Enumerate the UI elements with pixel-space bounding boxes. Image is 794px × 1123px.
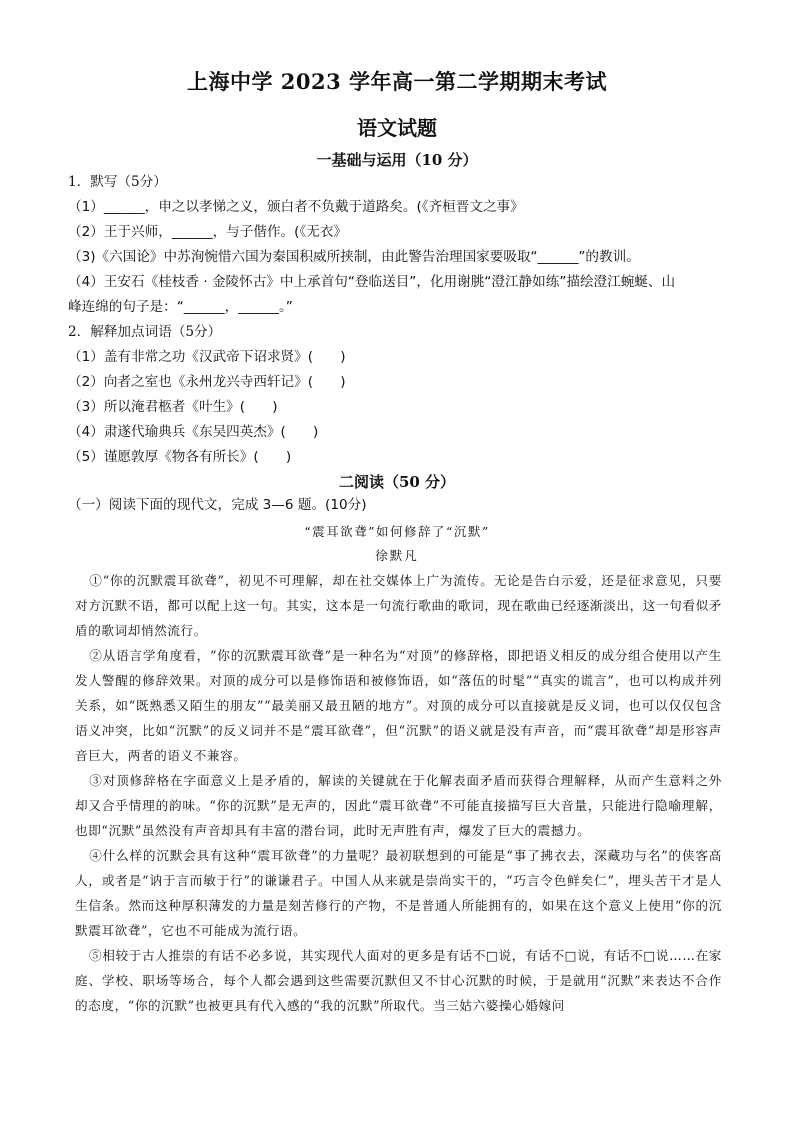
exam-title: 上海中学 2023 学年高一第二学期期末考试 <box>186 69 608 94</box>
article-title: “震耳欲聋”如何修辞了“沉默” <box>304 524 490 539</box>
question-1-label: 1．默写（5分） <box>68 174 167 190</box>
question-2-item: （2）向者之室也《永州龙兴寺西轩记》( ) <box>68 374 346 390</box>
article-paragraph <box>75 768 722 843</box>
paragraph-text: ③对顶修辞格在字面意义上是矛盾的，解读的关键就在于化解表面矛盾而获得合理解释，从而产生意料之外却又合乎情理的韵味。“你的沉默”是无声的，因此“震耳欲聋”不可能直接描写巨大音量，只能进行隐喻理解，也即“沉默”虽然没有声音却具有丰富的潜台词，此时无声胜有声，爆发了巨大的震撼力。 <box>75 773 722 838</box>
article-author: 徐默凡 <box>375 548 419 563</box>
article-paragraph <box>75 643 722 768</box>
paragraph-text: ⑤相较于古人推崇的有话不必多说，其实现代人面对的更多是有话不□说，有话不□说，有话不□说……在家庭、学校、职场等场合，每个人都会遇到这些需要沉默但又不甘心沉默的时候，于是就用“沉默”来表达不合作的态度，“你的沉默”也被更具有代入感的“我的沉默”所取代。当三姑六婆操心婚嫁问 <box>75 948 722 1013</box>
question-2-item: （5）谨愿敦厚《物各有所长》( ) <box>68 449 292 465</box>
reading-intro: （一）阅读下面的现代文，完成 3—6 题。(10分) <box>68 497 367 513</box>
section-1-heading: 一基础与运用（10 分） <box>316 151 478 169</box>
question-2-label: 2．解释加点词语（5分） <box>68 324 222 340</box>
question-1-item: （3)《六国论》中苏洵惋惜六国为秦国积威所挟制，由此警告治理国家要吸取“______”的教训。 <box>68 249 640 265</box>
question-1-item: （4）王安石《桂枝香 · 金陵怀古》中上承首句“登临送目”，化用谢朓“澄江静如练”描绘澄江蜿蜒、山 <box>68 274 676 290</box>
question-2-item: （4）肃遂代瑜典兵《东吴四英杰》( ) <box>68 424 319 440</box>
paragraph-text: ④什么样的沉默会具有这种“震耳欲聋”的力量呢？最初联想到的可能是“事了拂衣去，深藏功与名”的侠客高人，或者是“讷于言而敏于行”的谦谦君子。中国人从来就是崇尚实干的，“巧言令色鲜矣仁”，埋头苦干才是人生信条。然而这种厚积薄发的力量是刻苦修行的产物，不是普通人所能拥有的，如果在这个意义上使用“你的沉默震耳欲聋”，它也不可能成为流行语。 <box>75 848 722 938</box>
question-1-item: （1）______，申之以孝悌之义，颁白者不负戴于道路矣。(《齐桓晋文之事》 <box>68 199 524 215</box>
question-2-item: （1）盖有非常之功《汉武帝下诏求贤》( ) <box>68 349 346 365</box>
exam-subtitle: 语文试题 <box>357 116 437 140</box>
article-paragraph <box>75 943 722 1018</box>
question-1-item: 峰连绵的句子是：“______，______。” <box>68 299 293 315</box>
section-2-heading: 二阅读（50 分） <box>338 473 456 491</box>
paragraph-text: ①“你的沉默震耳欲聋”，初见不可理解，却在社交媒体上广为流传。无论是告白示爱，还是征求意见，只要对方沉默不语，都可以配上这一句。其实，这本是一句流行歌曲的歌词，现在歌曲已经逐渐淡出，这一句看似矛盾的歌词却悄然流行。 <box>75 573 722 638</box>
paragraph-text: ②从语言学角度看，“你的沉默震耳欲聋”是一种名为“对顶”的修辞格，即把语义相反的成分组合使用以产生发人警醒的修辞效果。对顶的成分可以是修饰语和被修饰语，如“落伍的时髦”“真实的谎言”，也可以构成并列关系，如“既熟悉又陌生的朋友”“最美丽又最丑陋的地方”。对顶的成分可以直接就是反义词，也可以仅仅包含语义冲突，比如“沉默”的反义词并不是“震耳欲聋”，但“沉默”的语义就是没有声音，而“震耳欲聋”却是形容声音巨大，两者的语义不兼容。 <box>75 648 722 763</box>
article-paragraph <box>75 568 722 643</box>
article-paragraph <box>75 843 722 943</box>
question-2-item: （3）所以淹君柩者《叶生》( ) <box>68 399 278 415</box>
question-1-item: （2）王于兴师，______，与子偕作。(《无衣》 <box>68 224 348 240</box>
